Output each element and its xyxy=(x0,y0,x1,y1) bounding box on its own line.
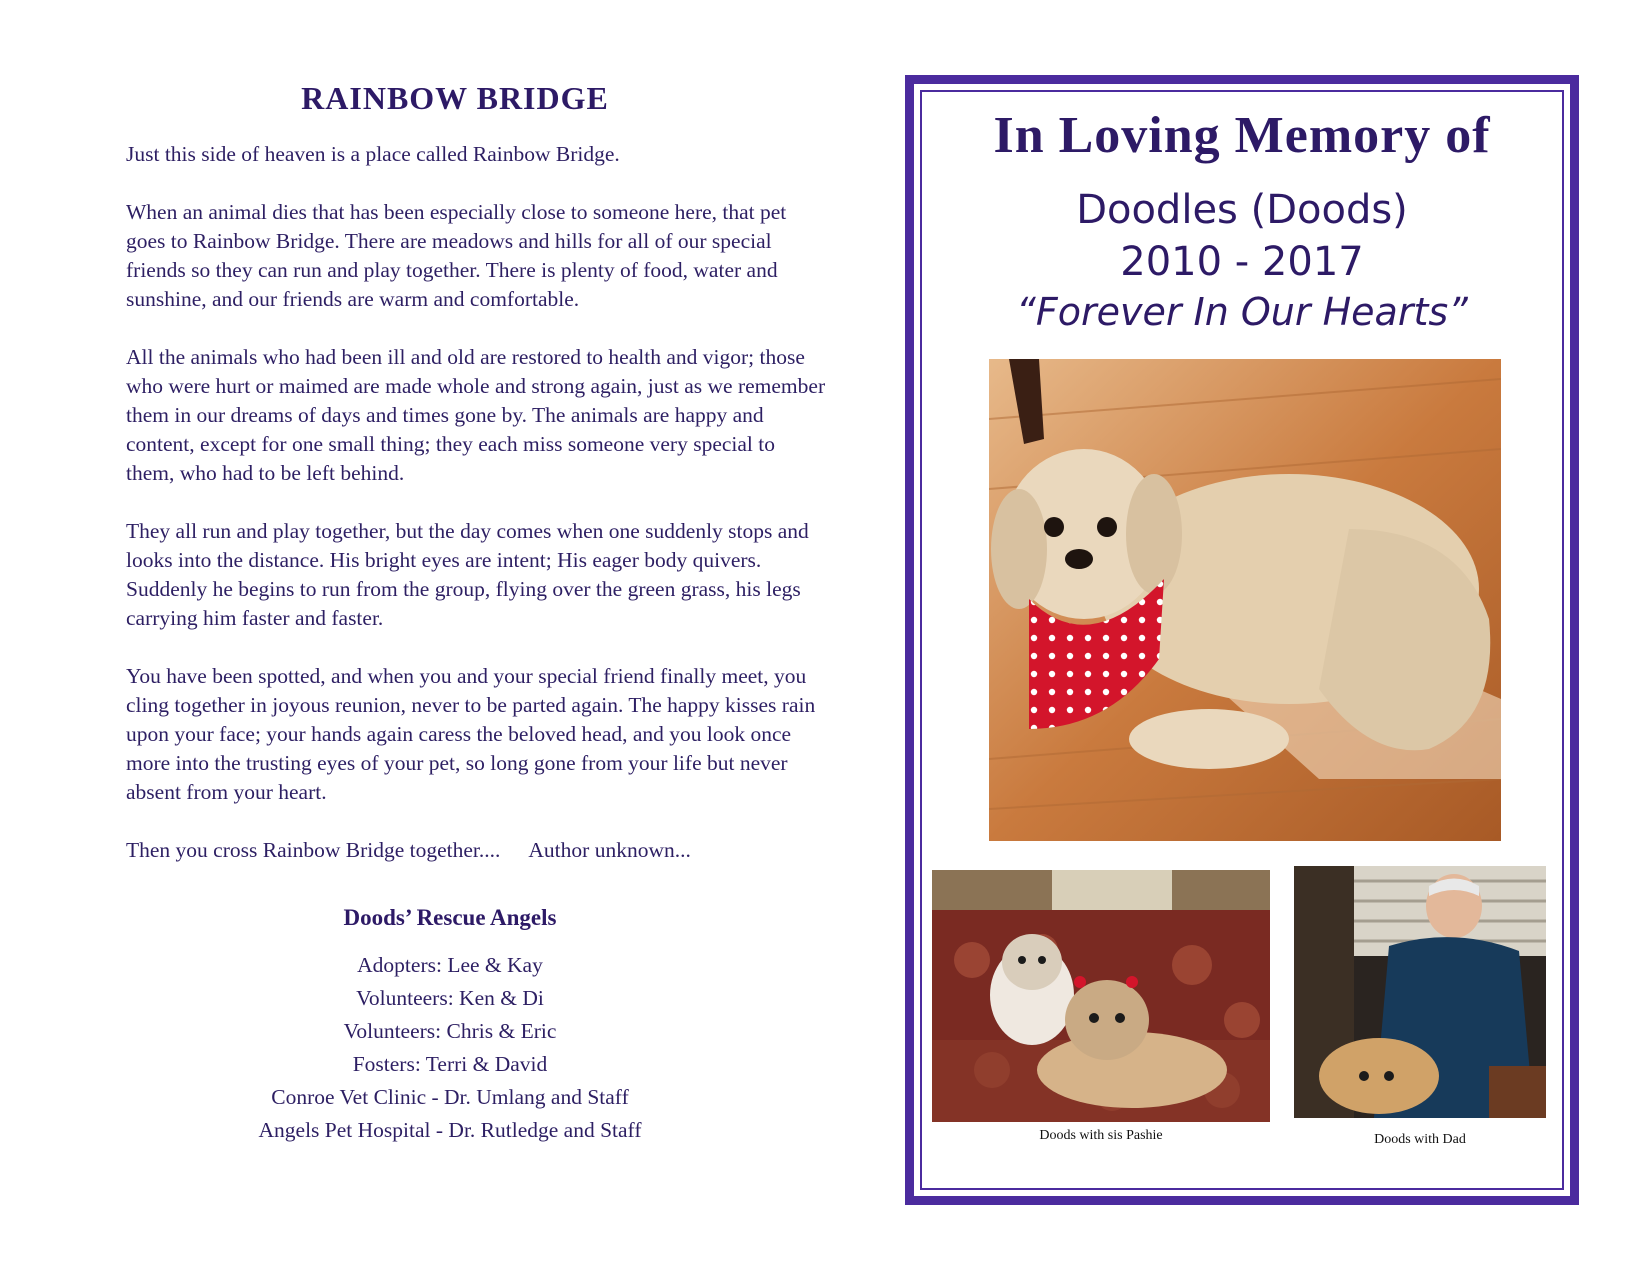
rescue-line: Fosters: Terri & David xyxy=(352,1052,548,1076)
caption-dad-photo: Doods with Dad xyxy=(1374,1132,1466,1147)
rescue-line: Conroe Vet Clinic - Dr. Umlang and Staff xyxy=(271,1085,629,1109)
rescue-line: Volunteers: Ken & Di xyxy=(356,986,544,1010)
poem-paragraph: They all run and play together, but the day comes when one suddenly stops and looks into the distance. His bright eyes are intent; His eager body quivers. Suddenly he begins to run from the group, flying over the green grass, his legs carrying him faster and faster. xyxy=(126,519,809,630)
poem-body xyxy=(126,140,826,894)
dog-with-sister-photo xyxy=(932,870,1270,1122)
poem-closing-line xyxy=(126,836,826,865)
pet-years: 2010 - 2017 xyxy=(1120,239,1364,285)
rescue-line: Volunteers: Chris & Eric xyxy=(343,1019,557,1043)
poem-paragraph: All the animals who had been ill and old are restored to health and vigor; those who were hurt or maimed are made whole and strong again, just as we remember them in our dreams of days and times gone by. The animals are happy and content, except for one small thing; they each miss someone very special to them, who had to be left behind. xyxy=(126,345,826,485)
memorial-heading: In Loving Memory of xyxy=(993,107,1491,164)
dog-with-dad-photo xyxy=(1294,866,1546,1118)
rescue-title: Doods’ Rescue Angels xyxy=(343,905,557,930)
rescue-line: Angels Pet Hospital - Dr. Rutledge and Staff xyxy=(258,1118,642,1142)
poem-paragraph: When an animal dies that has been especially close to someone here, that pet goes to Rainbow Bridge. There are meadows and hills for all of our special friends so they can run and play together. There is plenty of food, water and sunshine, and our friends are warm and comfortable. xyxy=(126,200,787,311)
memorial-card xyxy=(905,75,1579,1205)
caption-sister-photo: Doods with sis Pashie xyxy=(1039,1128,1163,1143)
pet-name: Doodles (Doods) xyxy=(1076,187,1408,233)
pet-quote: “Forever In Our Hearts” xyxy=(1016,290,1468,334)
poem-paragraph: Just this side of heaven is a place called Rainbow Bridge. xyxy=(126,142,620,166)
poem-author: Author unknown... xyxy=(528,838,691,862)
rescue-line: Adopters: Lee & Kay xyxy=(357,953,543,977)
rescue-angels xyxy=(150,905,750,1147)
poem-paragraph: You have been spotted, and when you and your special friend finally meet, you cling together in joyous reunion, never to be parted again. The happy kisses rain upon your face; your hands again caress the beloved head, and you look once more into the trusting eyes of your pet, so long gone from your life but never absent from your heart. xyxy=(126,664,816,804)
dog-main-photo xyxy=(989,359,1501,841)
poem-closing: Then you cross Rainbow Bridge together.... xyxy=(126,838,501,862)
poem-title: RAINBOW BRIDGE xyxy=(301,80,609,116)
